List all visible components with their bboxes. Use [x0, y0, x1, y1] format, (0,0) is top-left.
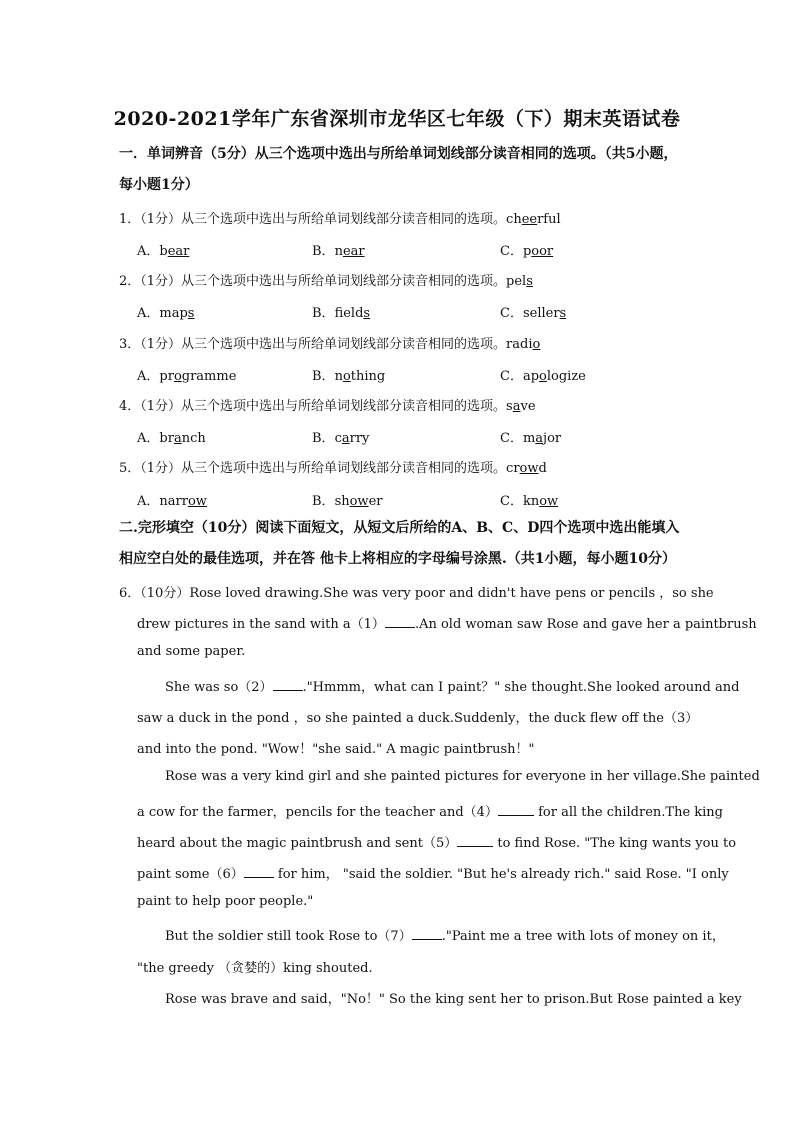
section-1-heading-line2: 每小题1分）: [119, 177, 199, 193]
q2-option-c[interactable]: [500, 302, 566, 321]
option-underlined: ear: [342, 244, 365, 259]
option-post: jor: [543, 431, 562, 446]
passage-line-13: "the greedy （贪婪的）king shouted.: [137, 961, 373, 976]
option-label: B．: [312, 431, 335, 446]
question-2-word-pre: pel: [506, 274, 527, 289]
q2-option-b[interactable]: [312, 302, 370, 321]
option-pre: br: [159, 431, 174, 446]
option-underlined: s: [559, 306, 567, 321]
option-pre: p: [522, 244, 532, 259]
question-4: [119, 395, 536, 414]
option-pre: field: [334, 306, 364, 321]
option-underlined: o: [539, 369, 547, 384]
passage-line-5: saw a duck in the pond ，so she painted a duck.Suddenly，the duck flew off the（3）: [137, 711, 699, 726]
question-5-word-post: d: [538, 461, 547, 476]
q5-option-a[interactable]: [137, 490, 207, 509]
question-5-word-pre: cr: [506, 461, 520, 476]
option-label: A．: [137, 244, 160, 259]
option-pre: ap: [522, 369, 540, 384]
passage-line-8: [137, 801, 724, 820]
question-2: [119, 270, 533, 289]
passage-text: ."Paint me a tree with lots of money on it，: [441, 929, 725, 944]
option-label: C．: [500, 431, 523, 446]
blank-7[interactable]: [412, 927, 442, 940]
option-label: A．: [137, 306, 160, 321]
option-underlined: oor: [531, 244, 554, 259]
question-4-word-post: ve: [520, 399, 536, 414]
option-underlined: ow: [539, 494, 559, 509]
q4-option-a[interactable]: [137, 427, 206, 446]
q2-option-a[interactable]: [137, 302, 194, 321]
option-pre: narr: [159, 494, 188, 509]
q1-option-b[interactable]: [312, 240, 365, 259]
option-pre: map: [159, 306, 188, 321]
passage-line-11: paint to help poor people.": [137, 894, 314, 909]
option-pre: sh: [334, 494, 350, 509]
question-4-word-pre: s: [506, 399, 513, 414]
option-underlined: a: [341, 431, 350, 446]
passage-text: a cow for the farmer，pencils for the teacher and（4）: [137, 805, 498, 820]
option-underlined: s: [187, 306, 195, 321]
blank-5[interactable]: [457, 834, 493, 847]
page-title: 2020-2021学年广东省深圳市龙华区七年级（下）期末英语试卷: [113, 108, 681, 130]
option-label: B．: [312, 244, 335, 259]
option-label: C．: [500, 494, 523, 509]
passage-text: She was so（2）: [165, 680, 273, 695]
passage-line-12: [165, 925, 725, 944]
question-1-word-underlined: ee: [521, 212, 538, 227]
question-1-word-post: rful: [537, 212, 561, 227]
question-4-text: 4．（1分）从三个选项中选出与所给单词划线部分读音相同的选项。: [119, 399, 507, 414]
passage-text: .An old woman saw Rose and gave her a paintbrush: [414, 617, 757, 632]
option-label: C．: [500, 306, 523, 321]
section-2-heading: [119, 513, 689, 575]
option-pre: b: [159, 244, 168, 259]
option-label: C．: [500, 369, 523, 384]
option-pre: n: [334, 369, 343, 384]
passage-text: heard about the magic paintbrush and sent（5）: [137, 836, 458, 851]
option-pre: c: [334, 431, 342, 446]
option-label: B．: [312, 494, 335, 509]
question-1-word-pre: ch: [506, 212, 522, 227]
passage-text: for him， "said the soldier. "But he's already rich." said Rose. "I only: [277, 867, 729, 882]
section-2-heading-line1: 二.完形填空（10分）阅读下面短文，从短文后所给的A、B、C、D四个选项中选出能填入: [119, 520, 680, 536]
option-label: A．: [137, 494, 160, 509]
question-3-text: 3．（1分）从三个选项中选出与所给单词划线部分读音相同的选项。: [119, 337, 507, 352]
option-post: logize: [546, 369, 586, 384]
option-post: er: [368, 494, 383, 509]
passage-line-6: and into the pond. "Wow！"she said." A magic paintbrush！": [137, 742, 535, 757]
option-post: gramme: [181, 369, 237, 384]
option-underlined: ow: [349, 494, 369, 509]
option-label: B．: [312, 369, 335, 384]
question-5: [119, 457, 547, 476]
q1-option-a[interactable]: [137, 240, 189, 259]
passage-line-3: and some paper.: [137, 644, 246, 659]
q5-option-c[interactable]: [500, 490, 558, 509]
passage-text: paint some（6）: [137, 867, 244, 882]
question-4-word-underlined: a: [512, 399, 521, 414]
q3-option-c[interactable]: [500, 365, 586, 384]
question-3-word-pre: radi: [506, 337, 533, 352]
passage-line-10: [137, 863, 729, 882]
option-pre: kn: [522, 494, 540, 509]
option-label: A．: [137, 431, 160, 446]
question-2-word-underlined: s: [526, 274, 533, 289]
question-2-text: 2．（1分）从三个选项中选出与所给单词划线部分读音相同的选项。: [119, 274, 507, 289]
option-post: thing: [350, 369, 386, 384]
question-1-text: 1．（1分）从三个选项中选出与所给单词划线部分读音相同的选项。: [119, 212, 507, 227]
option-underlined: a: [535, 431, 544, 446]
option-underlined: o: [173, 369, 182, 384]
q3-option-a[interactable]: [137, 365, 236, 384]
option-underlined: ow: [187, 494, 207, 509]
option-post: rry: [349, 431, 370, 446]
passage-text: But the soldier still took Rose to（7）: [165, 929, 412, 944]
blank-2[interactable]: [273, 678, 303, 691]
blank-4[interactable]: [498, 803, 534, 816]
option-label: A．: [137, 369, 160, 384]
section-1-heading-line1: 一．单词辨音（5分）从三个选项中选出与所给单词划线部分读音相同的选项。（共5小题，: [119, 146, 678, 162]
question-5-word-underlined: ow: [519, 461, 539, 476]
passage-text: drew pictures in the sand with a（1）: [137, 617, 385, 632]
passage-line-14: Rose was brave and said，"No！" So the king sent her to prison.But Rose painted a key: [165, 992, 742, 1007]
section-2-heading-line2: 相应空白处的最佳选项，并在答 他卡上将相应的字母编号涂黑.（共1小题，每小题10分）: [119, 551, 676, 567]
q3-option-b[interactable]: [312, 365, 385, 384]
passage-line-2: [137, 613, 757, 632]
passage-line-9: [137, 832, 737, 851]
passage-line-4: [165, 676, 740, 695]
passage-line-1: 6．（10分）Rose loved drawing.She was very poor and didn't have pens or pencils ，so she: [119, 586, 714, 601]
option-pre: m: [522, 431, 536, 446]
option-underlined: s: [363, 306, 371, 321]
section-1-heading: [119, 139, 679, 201]
q5-option-b[interactable]: [312, 490, 383, 509]
q4-option-c[interactable]: [500, 427, 561, 446]
blank-6[interactable]: [244, 865, 274, 878]
option-pre: pr: [159, 369, 174, 384]
option-label: B．: [312, 306, 335, 321]
option-pre: seller: [522, 306, 560, 321]
passage-text: for all the children.The king: [538, 805, 724, 820]
passage-line-7: Rose was a very kind girl and she painted pictures for everyone in her village.She painted: [165, 769, 760, 784]
option-label: C．: [500, 244, 523, 259]
q4-option-b[interactable]: [312, 427, 369, 446]
option-underlined: ear: [167, 244, 190, 259]
option-pre: n: [334, 244, 343, 259]
option-post: nch: [181, 431, 206, 446]
blank-1[interactable]: [385, 615, 415, 628]
option-underlined: a: [173, 431, 182, 446]
q1-option-c[interactable]: [500, 240, 553, 259]
question-3: [119, 333, 540, 352]
question-5-text: 5．（1分）从三个选项中选出与所给单词划线部分读音相同的选项。: [119, 461, 507, 476]
question-1: [119, 208, 561, 227]
passage-text: to find Rose. "The king wants you to: [497, 836, 737, 851]
option-underlined: o: [342, 369, 351, 384]
question-3-word-underlined: o: [532, 337, 541, 352]
passage-text: ."Hmmm，what can I paint？" she thought.She looked around and: [302, 680, 740, 695]
